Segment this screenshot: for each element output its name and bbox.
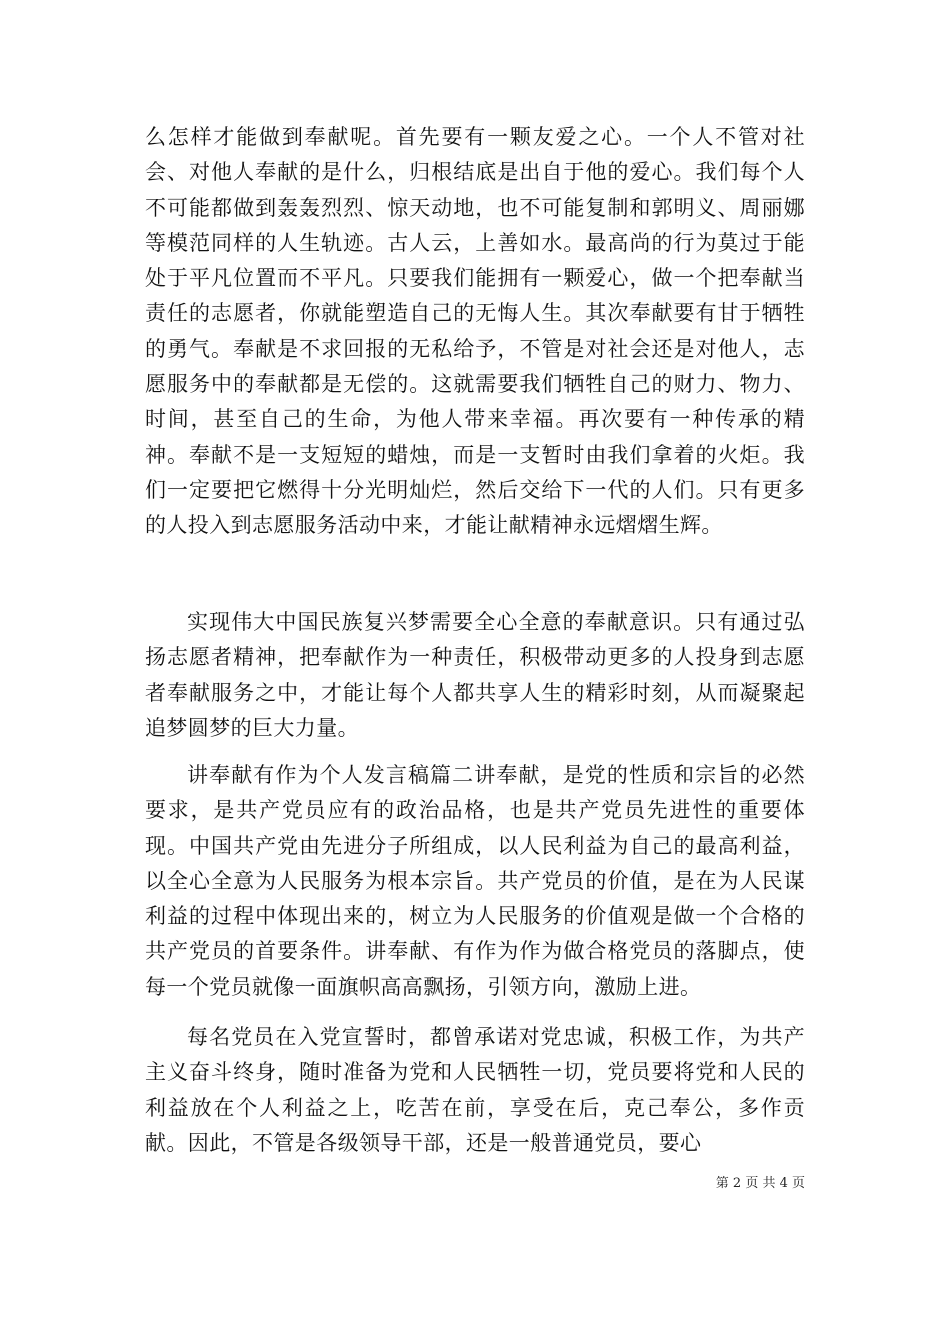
paragraph-block-2 xyxy=(145,605,805,746)
paragraph-continuation xyxy=(145,120,805,544)
paragraph-4: 每名党员在入党宣誓时，都曾承诺对党忠诚，积极工作，为共产主义奋斗终身，随时准备为党和人民牺牲一切，党员要将党和人民的利益放在个人利益之上，吃苦在前，享受在后，克己奉公，多作贡献。因此，不管是各级领导干部，还是一般普通党员，要心 xyxy=(145,1025,805,1155)
paragraph-block-4 xyxy=(145,1020,805,1161)
paragraph-block-3 xyxy=(145,758,805,1005)
paragraph-1: 么怎样才能做到奉献呢。首先要有一颗友爱之心。一个人不管对社会、对他人奉献的是什么，归根结底是出自于他的爱心。我们每个人不可能都做到轰轰烈烈、惊天动地，也不可能复制和郭明义、周丽娜等模范同样的人生轨迹。古人云，上善如水。最高尚的行为莫过于能处于平凡位置而不平凡。只要我们能拥有一颗爱心，做一个把奉献当责任的志愿者，你就能塑造自己的无悔人生。其次奉献要有甘于牺牲的勇气。奉献是不求回报的无私给予，不管是对社会还是对他人，志愿服务中的奉献都是无偿的。这就需要我们牺牲自己的财力、物力、时间，甚至自己的生命，为他人带来幸福。再次要有一种传承的精神。奉献不是一支短短的蜡烛，而是一支暂时由我们拿着的火炬。我们一定要把它燃得十分光明灿烂，然后交给下一代的人们。只有更多的人投入到志愿服务活动中来，才能让献精神永远熠熠生辉。 xyxy=(145,125,805,538)
paragraph-2: 实现伟大中国民族复兴梦需要全心全意的奉献意识。只有通过弘扬志愿者精神，把奉献作为一种责任，积极带动更多的人投身到志愿者奉献服务之中，才能让每个人都共享人生的精彩时刻，从而凝聚起追梦圆梦的巨大力量。 xyxy=(145,610,805,740)
paragraph-3: 讲奉献有作为个人发言稿篇二讲奉献，是党的性质和宗旨的必然要求，是共产党员应有的政治品格，也是共产党员先进性的重要体现。中国共产党由先进分子所组成，以人民利益为自己的最高利益，以全心全意为人民服务为根本宗旨。共产党员的价值，是在为人民谋利益的过程中体现出来的，树立为人民服务的价值观是做一个合格的共产党员的首要条件。讲奉献、有作为作为做合格党员的落脚点，使每一个党员就像一面旗帜高高飘扬，引领方向，激励上进。 xyxy=(145,763,805,999)
page-number: 第 2 页 共 4 页 xyxy=(715,1176,805,1191)
